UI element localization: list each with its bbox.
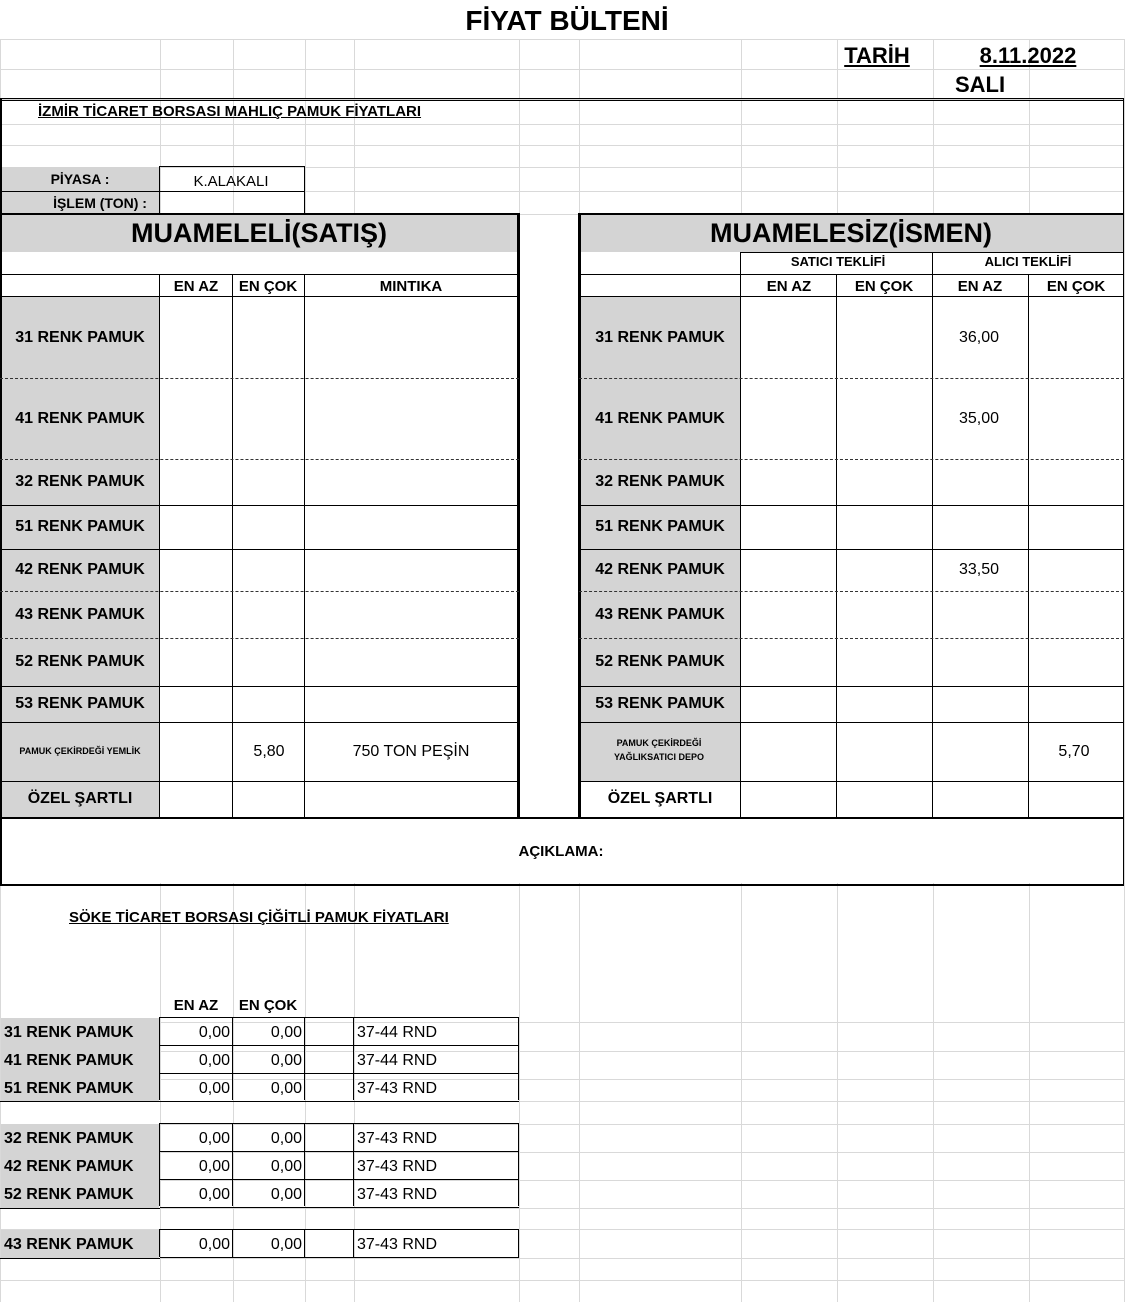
- soke-en-az: 0,00: [198, 1186, 230, 1203]
- soke-en-cok: 0,00: [270, 1130, 302, 1147]
- muameleli-row-label: 41 RENK PAMUK: [15, 410, 145, 427]
- gridline-horizontal: [0, 39, 1125, 40]
- soke-en-cok: 0,00: [270, 1158, 302, 1175]
- border-v: [1028, 274, 1029, 818]
- border-v: [159, 1229, 160, 1257]
- border-v: [304, 1017, 305, 1100]
- muamelesiz-row-label: 43 RENK PAMUK: [595, 606, 725, 623]
- soke-en-cok: 0,00: [270, 1236, 302, 1253]
- soke-row-label: 52 RENK PAMUK: [4, 1186, 134, 1203]
- muameleli-row-label: 52 RENK PAMUK: [15, 653, 145, 670]
- border-h: [579, 549, 1124, 550]
- muamelesiz-row-label: 31 RENK PAMUK: [595, 329, 725, 346]
- soke-row-label: 43 RENK PAMUK: [4, 1236, 134, 1253]
- border-h: [160, 1101, 519, 1102]
- border-v: [836, 274, 837, 818]
- border-h: [0, 459, 519, 460]
- muameleli-row-label: PAMUK ÇEKİRDEĞİ YEMLİK: [19, 746, 141, 756]
- soke-en-az: 0,00: [198, 1158, 230, 1175]
- border-h: [0, 722, 519, 723]
- soke-en-az: 0,00: [198, 1052, 230, 1069]
- soke-en-az: 0,00: [198, 1024, 230, 1041]
- border-v: [518, 1017, 519, 1100]
- soke-row-label: 51 RENK PAMUK: [4, 1080, 134, 1097]
- soke-en-az: 0,00: [198, 1130, 230, 1147]
- border-h: [160, 1073, 519, 1074]
- left-label-column-fill: [1, 297, 159, 817]
- muameleli-row-label: ÖZEL ŞARTLI: [27, 790, 133, 807]
- alici-en-az: 33,50: [958, 561, 1000, 578]
- soke-note: 37-43 RND: [357, 1130, 438, 1147]
- border-h: [0, 686, 519, 687]
- muamelesiz-row-label: 41 RENK PAMUK: [595, 410, 725, 427]
- border-h: [579, 296, 1124, 297]
- border-v: [0, 99, 2, 884]
- soke-en-cok: 0,00: [270, 1080, 302, 1097]
- border-h: [0, 884, 1124, 886]
- muamelesiz-row-label: PAMUK ÇEKİRDEĞİ: [616, 738, 702, 748]
- soke-row-label: 31 RENK PAMUK: [4, 1024, 134, 1041]
- border-h: [160, 1179, 519, 1180]
- border-h: [0, 591, 519, 592]
- col-en-cok: EN ÇOK: [238, 278, 298, 295]
- border-v: [518, 1123, 519, 1206]
- muamelesiz-row-label: 53 RENK PAMUK: [595, 695, 725, 712]
- piyasa-value: K.ALAKALI: [193, 173, 269, 190]
- border-h: [579, 274, 1124, 275]
- gridline-horizontal: [0, 145, 1125, 146]
- border-v: [159, 1123, 160, 1206]
- border-h: [0, 378, 519, 379]
- gridline-horizontal: [0, 124, 1125, 125]
- muamelesiz-row-label: 32 RENK PAMUK: [595, 473, 725, 490]
- gridline-horizontal: [0, 1208, 1125, 1209]
- soke-note: 37-44 RND: [357, 1024, 438, 1041]
- soke-row-label: 41 RENK PAMUK: [4, 1052, 134, 1069]
- border-h: [0, 1101, 160, 1102]
- border-h: [0, 274, 519, 275]
- alici-teklifi-label: ALICI TEKLİFİ: [984, 254, 1072, 269]
- day-name: SALI: [954, 72, 1006, 97]
- border-h: [160, 1229, 519, 1230]
- border-v: [232, 1123, 233, 1206]
- soke-en-cok: 0,00: [270, 1186, 302, 1203]
- border-h: [0, 1208, 160, 1209]
- soke-en-cok: 0,00: [270, 1052, 302, 1069]
- border-h: [579, 638, 1124, 639]
- muameleli-row-label: 32 RENK PAMUK: [15, 473, 145, 490]
- border-h: [0, 98, 1124, 99]
- border-v: [232, 1017, 233, 1100]
- soke-note: 37-44 RND: [357, 1052, 438, 1069]
- border-v: [159, 166, 160, 214]
- muamelesiz-row-label: 52 RENK PAMUK: [595, 653, 725, 670]
- muameleli-row-label: 53 RENK PAMUK: [15, 695, 145, 712]
- border-h: [579, 505, 1124, 506]
- col-satici-en-az: EN AZ: [766, 278, 812, 295]
- border-v: [517, 213, 520, 818]
- islem-label: İŞLEM (TON) :: [53, 195, 147, 211]
- border-h: [0, 191, 305, 192]
- col-satici-en-cok: EN ÇOK: [854, 278, 914, 295]
- soke-row-label: 42 RENK PAMUK: [4, 1158, 134, 1175]
- border-h: [579, 722, 1124, 723]
- soke-col-en-cok: EN ÇOK: [238, 997, 298, 1014]
- border-h: [0, 638, 519, 639]
- border-v: [740, 252, 741, 818]
- center-gap-bg: [520, 252, 578, 817]
- border-v: [304, 1229, 305, 1257]
- muameleli-row-label: 42 RENK PAMUK: [15, 561, 145, 578]
- gridline-horizontal: [0, 69, 1125, 70]
- muameleli-row-label: 51 RENK PAMUK: [15, 518, 145, 535]
- muamelesiz-row-label: ÖZEL ŞARTLI: [607, 790, 713, 807]
- piyasa-label: PİYASA :: [50, 171, 110, 187]
- border-h: [579, 378, 1124, 379]
- alici-en-az: 36,00: [958, 329, 1000, 346]
- border-v: [304, 1123, 305, 1206]
- muameleli-row-label: 31 RENK PAMUK: [15, 329, 145, 346]
- muamelesiz-title: MUAMELESİZ(İSMEN): [710, 218, 992, 248]
- border-v: [159, 274, 160, 818]
- gridline-horizontal: [0, 1051, 1125, 1052]
- bulletin-title: FİYAT BÜLTENİ: [465, 5, 669, 36]
- border-v: [304, 166, 305, 214]
- border-h: [160, 1207, 519, 1208]
- border-h: [160, 1017, 519, 1018]
- col-alici-en-cok: EN ÇOK: [1046, 278, 1106, 295]
- border-v: [932, 252, 933, 818]
- soke-note: 37-43 RND: [357, 1236, 438, 1253]
- muameleli-title: MUAMELELİ(SATIŞ): [131, 218, 387, 248]
- border-h: [0, 296, 519, 297]
- border-h: [0, 817, 1124, 819]
- muamelesiz-row-label: 51 RENK PAMUK: [595, 518, 725, 535]
- gridline-horizontal: [0, 1022, 1125, 1023]
- border-h: [160, 1257, 519, 1258]
- border-v: [353, 1123, 354, 1206]
- soke-heading: SÖKE TİCARET BORSASI ÇİĞİTLİ PAMUK FİYATLARI: [69, 909, 449, 926]
- gridline-horizontal: [0, 167, 1125, 168]
- border-h: [160, 1123, 519, 1124]
- border-h: [0, 549, 519, 550]
- soke-col-en-az: EN AZ: [173, 997, 219, 1014]
- border-v: [578, 213, 581, 818]
- muamelesiz-row-label: 42 RENK PAMUK: [595, 561, 725, 578]
- border-v: [159, 1017, 160, 1100]
- gridline-horizontal: [0, 1079, 1125, 1080]
- soke-note: 37-43 RND: [357, 1186, 438, 1203]
- border-v: [518, 1229, 519, 1257]
- col-alici-en-az: EN AZ: [957, 278, 1003, 295]
- muameleli-mintika: 750 TON PEŞİN: [352, 743, 470, 760]
- muameleli-row-label: 43 RENK PAMUK: [15, 606, 145, 623]
- border-h: [0, 100, 1124, 101]
- border-h: [579, 213, 1124, 215]
- border-h: [0, 213, 519, 215]
- satici-teklifi-label: SATICI TEKLİFİ: [790, 254, 886, 269]
- col-mintika: MINTIKA: [379, 278, 443, 295]
- border-v: [232, 1229, 233, 1257]
- muamelesiz-row-label-line2: YAĞLIKSATICI DEPO: [613, 752, 705, 762]
- soke-en-cok: 0,00: [270, 1024, 302, 1041]
- border-h: [579, 459, 1124, 460]
- col-en-az: EN AZ: [173, 278, 219, 295]
- soke-note: 37-43 RND: [357, 1158, 438, 1175]
- border-h: [160, 166, 305, 167]
- date-value: 8.11.2022: [979, 43, 1077, 68]
- border-v: [353, 1017, 354, 1100]
- gridline-horizontal: [0, 1280, 1125, 1281]
- soke-note: 37-43 RND: [357, 1080, 438, 1097]
- border-h: [0, 781, 519, 782]
- gridline-horizontal: [0, 1258, 1125, 1259]
- border-h: [160, 1045, 519, 1046]
- border-v: [1123, 99, 1124, 884]
- date-label: TARİH: [844, 43, 910, 68]
- border-h: [0, 1258, 160, 1259]
- border-v: [304, 274, 305, 818]
- aciklama-label: AÇIKLAMA:: [518, 843, 604, 860]
- soke-en-az: 0,00: [198, 1080, 230, 1097]
- gridline-horizontal: [0, 1124, 1125, 1125]
- border-v: [353, 1229, 354, 1257]
- izmir-heading: İZMİR TİCARET BORSASI MAHLIÇ PAMUK FİYATLARI: [38, 103, 422, 120]
- soke-en-az: 0,00: [198, 1236, 230, 1253]
- border-h: [0, 505, 519, 506]
- gridline-horizontal: [0, 1180, 1125, 1181]
- border-h: [579, 781, 1124, 782]
- border-h: [579, 686, 1124, 687]
- muameleli-en-cok: 5,80: [253, 743, 285, 760]
- alici-en-az: 35,00: [958, 410, 1000, 427]
- soke-row-label: 32 RENK PAMUK: [4, 1130, 134, 1147]
- border-h: [579, 591, 1124, 592]
- alici-en-cok: 5,70: [1058, 743, 1090, 760]
- gridline-horizontal: [0, 1152, 1125, 1153]
- border-h: [160, 1151, 519, 1152]
- border-v: [232, 274, 233, 818]
